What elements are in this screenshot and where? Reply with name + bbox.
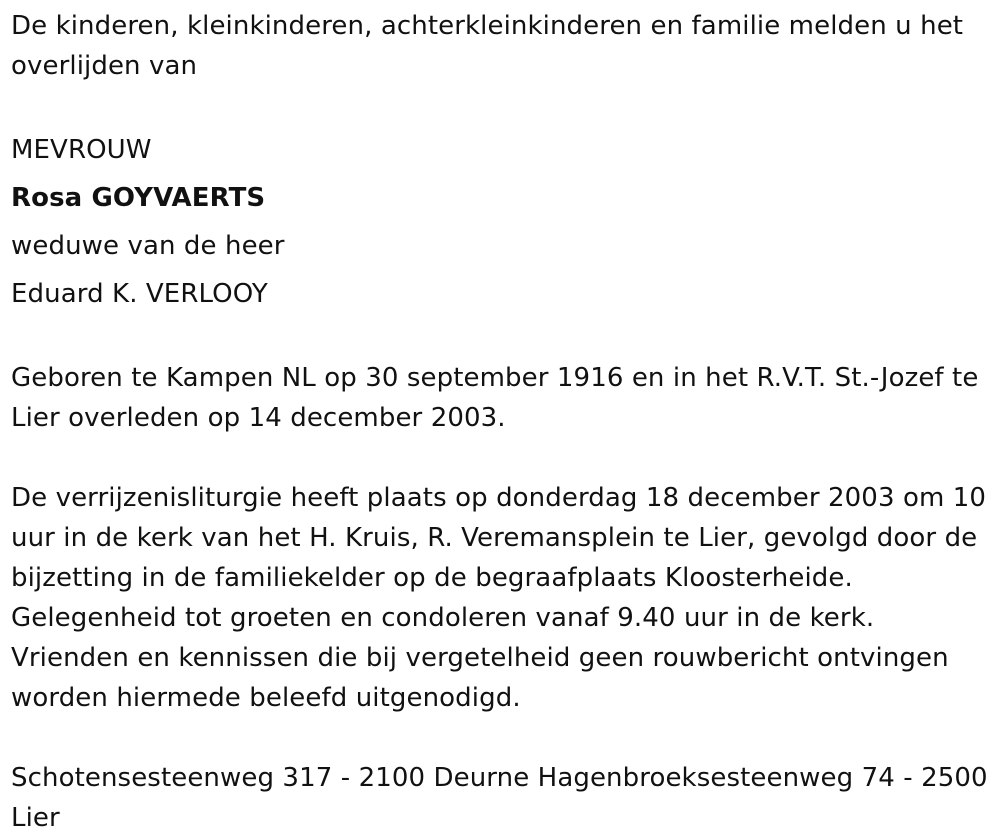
spacer <box>11 86 991 126</box>
intro-text: De kinderen, kleinkinderen, achterkleinkinderen en familie melden u het overlijden van <box>11 11 964 81</box>
spacer <box>11 718 991 758</box>
widow-of-text: weduwe van de heer <box>11 231 285 261</box>
birth-death-text: Geboren te Kampen NL op 30 september 1916 en in het R.V.T. St.-Jozef te Lier overleden op 14 december 2003. <box>11 363 979 433</box>
obituary-notice <box>11 6 991 838</box>
ceremony-text: De verrijzenisliturgie heeft plaats op donderdag 18 december 2003 om 10 uur in de kerk van het H. Kruis, R. Veremansplein te Lier, gevolgd door de bijzetting in de familiekelder op de begraafplaats Kloosterheide. Gelegenheid tot groeten en condoleren vanaf 9.40 uur in de kerk. Vrienden en kennissen die bij vergetelheid geen rouwbericht ontvingen worden hiermede beleefd uitgenodigd. <box>11 483 987 713</box>
spouse-name: Eduard K. VERLOOY <box>11 279 268 309</box>
addresses-text: Schotensesteenweg 317 - 2100 Deurne Hagenbroeksesteenweg 74 - 2500 Lier <box>11 763 988 833</box>
spacer <box>11 438 991 478</box>
spacer <box>11 318 991 358</box>
honorific-title: MEVROUW <box>11 135 152 165</box>
deceased-name: Rosa GOYVAERTS <box>11 183 266 213</box>
